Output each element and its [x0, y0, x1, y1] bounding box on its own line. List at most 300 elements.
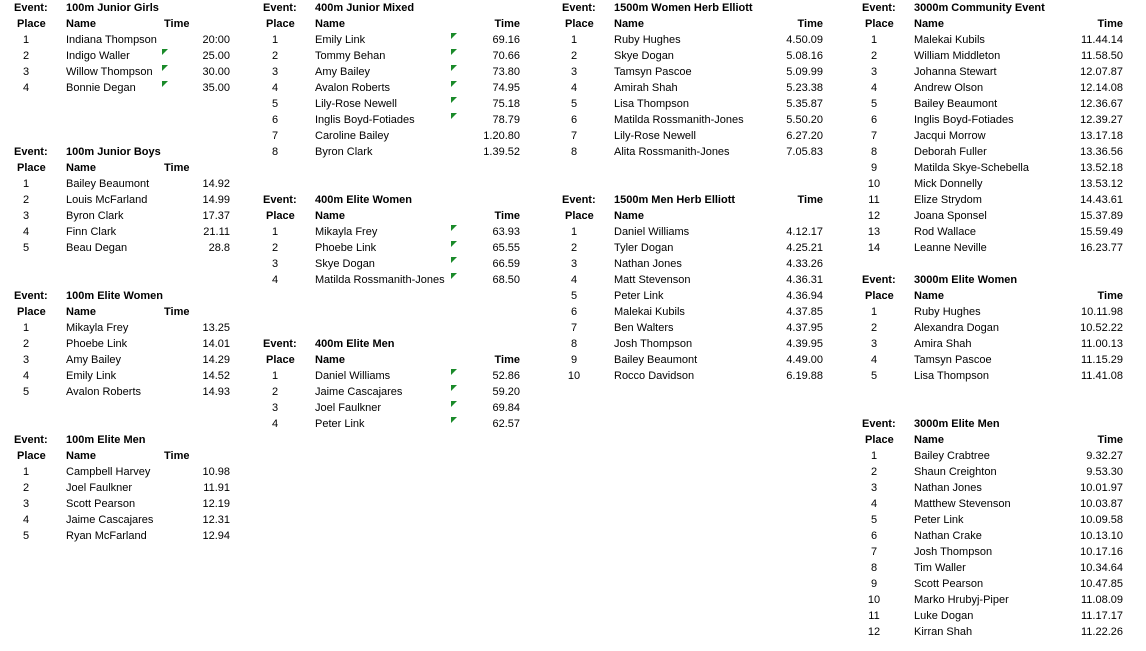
- comment-marker-icon: [451, 225, 457, 231]
- place-cell: 1: [271, 34, 279, 46]
- place-cell: 7: [870, 130, 878, 142]
- result-row: [562, 288, 823, 304]
- name-cell: Tommy Behan: [315, 50, 386, 62]
- time-cell: 12.39.27: [1080, 114, 1123, 126]
- name-header: Name: [315, 18, 345, 30]
- name-cell: Marko Hrubyj-Piper: [914, 594, 1009, 606]
- time-cell: 1.39.52: [483, 146, 520, 158]
- time-header: Time: [164, 306, 190, 318]
- time-cell: 12.31: [202, 514, 230, 526]
- name-cell: Indiana Thompson: [66, 34, 157, 46]
- place-cell: 4: [271, 82, 279, 94]
- result-row: [862, 336, 1123, 352]
- result-row: [263, 384, 520, 400]
- time-cell: 10.34.64: [1080, 562, 1123, 574]
- column-header-row: [14, 160, 230, 176]
- event-title-row: [14, 144, 230, 160]
- name-cell: Joel Faulkner: [66, 482, 133, 494]
- result-row: [862, 176, 1123, 192]
- event-title: 400m Elite Women: [315, 194, 412, 206]
- place-cell: 1: [22, 34, 30, 46]
- place-cell: 3: [570, 258, 578, 270]
- event-title: 400m Elite Men: [315, 338, 395, 350]
- place-cell: 3: [870, 338, 878, 350]
- result-row: [14, 352, 230, 368]
- name-cell: Mick Donnelly: [914, 178, 983, 190]
- place-cell: 1: [271, 370, 279, 382]
- comment-marker-icon: [162, 49, 168, 55]
- result-row: [862, 208, 1123, 224]
- result-row: [263, 416, 520, 432]
- name-cell: Mikayla Frey: [315, 226, 378, 238]
- name-header: Name: [914, 434, 944, 446]
- name-cell: Luke Dogan: [914, 610, 974, 622]
- name-cell: Malekai Kubils: [914, 34, 985, 46]
- time-cell: 59.20: [492, 386, 520, 398]
- event-title: 1500m Men Herb Elliott: [614, 194, 736, 206]
- place-cell: 5: [570, 290, 578, 302]
- result-row: [862, 128, 1123, 144]
- time-cell: 4.49.00: [786, 354, 823, 366]
- name-cell: Nathan Jones: [614, 258, 682, 270]
- time-cell: 10.09.58: [1080, 514, 1123, 526]
- name-cell: Peter Link: [914, 514, 964, 526]
- result-row: [862, 32, 1123, 48]
- name-cell: Tamsyn Pascoe: [914, 354, 992, 366]
- place-cell: 3: [22, 210, 30, 222]
- name-cell: Lily-Rose Newell: [614, 130, 696, 142]
- place-header: Place: [565, 210, 594, 222]
- time-cell: 6.27.20: [786, 130, 823, 142]
- result-row: [562, 368, 823, 384]
- event-label: Event:: [862, 274, 896, 286]
- name-cell: Amirah Shah: [614, 82, 678, 94]
- comment-marker-icon: [451, 33, 457, 39]
- time-cell: 15.59.49: [1080, 226, 1123, 238]
- time-cell: 9.53.30: [1086, 466, 1123, 478]
- result-row: [14, 496, 230, 512]
- time-cell: 13.52.18: [1080, 162, 1123, 174]
- name-cell: Phoebe Link: [66, 338, 128, 350]
- event-label: Event:: [14, 290, 48, 302]
- place-cell: 5: [570, 98, 578, 110]
- time-cell: 17.37: [202, 210, 230, 222]
- time-cell: 62.57: [492, 418, 520, 430]
- event-block: [263, 0, 520, 160]
- result-row: [862, 464, 1123, 480]
- name-cell: Amy Bailey: [66, 354, 122, 366]
- result-row: [14, 80, 230, 96]
- time-cell: 10.52.22: [1080, 322, 1123, 334]
- time-cell: 14.01: [202, 338, 230, 350]
- result-row: [862, 448, 1123, 464]
- event-label: Event:: [263, 2, 297, 14]
- time-header: Time: [494, 354, 520, 366]
- result-row: [14, 32, 230, 48]
- place-cell: 10: [867, 178, 881, 190]
- time-cell: 63.93: [492, 226, 520, 238]
- place-cell: 4: [22, 82, 30, 94]
- time-cell: 16.23.77: [1080, 242, 1123, 254]
- name-cell: Johanna Stewart: [914, 66, 997, 78]
- place-cell: 1: [22, 178, 30, 190]
- column-header-row: [263, 16, 520, 32]
- place-cell: 4: [870, 82, 878, 94]
- time-cell: 14.99: [202, 194, 230, 206]
- result-row: [862, 160, 1123, 176]
- event-title-row: [862, 0, 1123, 16]
- name-cell: Alexandra Dogan: [914, 322, 1000, 334]
- name-cell: Jaime Cascajares: [66, 514, 154, 526]
- place-cell: 4: [22, 226, 30, 238]
- place-cell: 1: [271, 226, 279, 238]
- place-cell: 13: [867, 226, 881, 238]
- name-header: Name: [315, 354, 345, 366]
- place-cell: 9: [870, 162, 878, 174]
- name-cell: Rod Wallace: [914, 226, 976, 238]
- time-header: Time: [494, 18, 520, 30]
- time-cell: 11.00.13: [1080, 338, 1123, 350]
- event-title: 100m Junior Girls: [66, 2, 159, 14]
- event-title: 3000m Elite Men: [914, 418, 1000, 430]
- comment-marker-icon: [451, 273, 457, 279]
- name-cell: Andrew Olson: [914, 82, 984, 94]
- name-header: Name: [914, 18, 944, 30]
- name-cell: Kirran Shah: [914, 626, 973, 638]
- comment-marker-icon: [451, 241, 457, 247]
- result-row: [263, 272, 520, 288]
- name-header: Name: [614, 210, 644, 222]
- column-header-row: [862, 432, 1123, 448]
- event-title-row: [263, 192, 520, 208]
- name-cell: Jacqui Morrow: [914, 130, 986, 142]
- place-cell: 2: [22, 482, 30, 494]
- result-row: [263, 80, 520, 96]
- event-block: [14, 432, 230, 544]
- result-row: [263, 64, 520, 80]
- place-cell: 4: [570, 82, 578, 94]
- result-row: [862, 560, 1123, 576]
- name-cell: Ben Walters: [614, 322, 674, 334]
- time-cell: 13.25: [202, 322, 230, 334]
- result-row: [862, 48, 1123, 64]
- comment-marker-icon: [451, 369, 457, 375]
- event-block: [562, 192, 823, 384]
- column-header-row: [862, 16, 1123, 32]
- name-cell: Leanne Neville: [914, 242, 987, 254]
- time-header: Time: [1097, 434, 1123, 446]
- place-cell: 9: [570, 354, 578, 366]
- result-row: [862, 368, 1123, 384]
- name-cell: Emily Link: [315, 34, 366, 46]
- comment-marker-icon: [451, 113, 457, 119]
- comment-marker-icon: [451, 81, 457, 87]
- time-cell: 4.37.95: [786, 322, 823, 334]
- place-cell: 5: [271, 98, 279, 110]
- name-cell: Tim Waller: [914, 562, 966, 574]
- name-cell: Bailey Beaumont: [614, 354, 698, 366]
- time-header: Time: [164, 450, 190, 462]
- name-cell: Peter Link: [315, 418, 365, 430]
- result-row: [14, 224, 230, 240]
- event-label: Event:: [263, 338, 297, 350]
- result-row: [862, 528, 1123, 544]
- event-title-row: [14, 288, 230, 304]
- place-cell: 2: [22, 338, 30, 350]
- place-cell: 2: [271, 50, 279, 62]
- name-cell: Tyler Dogan: [614, 242, 674, 254]
- result-row: [263, 144, 520, 160]
- place-cell: 2: [22, 50, 30, 62]
- event-block: [14, 144, 230, 256]
- name-header: Name: [614, 18, 644, 30]
- time-cell: 4.12.17: [786, 226, 823, 238]
- result-row: [263, 128, 520, 144]
- result-row: [562, 256, 823, 272]
- name-cell: Ryan McFarland: [66, 530, 147, 542]
- time-cell: 11.91: [203, 482, 230, 494]
- column-header-row: [14, 448, 230, 464]
- time-cell: 11.41.08: [1080, 370, 1123, 382]
- name-header: Name: [66, 18, 96, 30]
- name-cell: Byron Clark: [66, 210, 124, 222]
- name-cell: Indigo Waller: [66, 50, 130, 62]
- place-cell: 4: [22, 514, 30, 526]
- place-cell: 3: [570, 66, 578, 78]
- name-cell: Skye Dogan: [614, 50, 674, 62]
- time-cell: 4.25.21: [786, 242, 823, 254]
- event-label: Event:: [14, 146, 48, 158]
- result-row: [263, 48, 520, 64]
- time-cell: 70.66: [492, 50, 520, 62]
- result-row: [263, 32, 520, 48]
- place-cell: 11: [868, 610, 880, 622]
- time-cell: 5.23.38: [786, 82, 823, 94]
- place-cell: 9: [870, 578, 878, 590]
- place-cell: 5: [870, 514, 878, 526]
- time-cell: 78.79: [492, 114, 520, 126]
- name-cell: William Middleton: [914, 50, 1001, 62]
- name-cell: Jaime Cascajares: [315, 386, 403, 398]
- time-cell: 11.44.14: [1080, 34, 1123, 46]
- event-label: Event:: [562, 2, 596, 14]
- time-cell: 21.11: [203, 226, 230, 238]
- result-row: [263, 240, 520, 256]
- name-cell: Louis McFarland: [66, 194, 148, 206]
- result-row: [862, 624, 1123, 640]
- name-cell: Emily Link: [66, 370, 117, 382]
- event-block: [562, 0, 823, 160]
- comment-marker-icon: [451, 385, 457, 391]
- time-cell: 28.8: [208, 242, 230, 254]
- comment-marker-icon: [451, 257, 457, 263]
- event-label: Event:: [14, 434, 48, 446]
- comment-marker-icon: [451, 65, 457, 71]
- result-row: [862, 512, 1123, 528]
- event-title-row: [562, 0, 823, 16]
- comment-marker-icon: [451, 49, 457, 55]
- time-cell: 4.33.26: [786, 258, 823, 270]
- place-cell: 8: [570, 146, 578, 158]
- event-block: [862, 0, 1123, 256]
- name-cell: Amira Shah: [914, 338, 972, 350]
- name-cell: Matt Stevenson: [614, 274, 691, 286]
- time-cell: 9.32.27: [1086, 450, 1123, 462]
- result-row: [14, 176, 230, 192]
- time-cell: 12.94: [202, 530, 230, 542]
- name-cell: Bailey Crabtree: [914, 450, 990, 462]
- result-row: [14, 512, 230, 528]
- column-header-row: [562, 16, 823, 32]
- place-header: Place: [565, 18, 594, 30]
- time-cell: 11.15.29: [1080, 354, 1123, 366]
- time-cell: 14.29: [202, 354, 230, 366]
- place-cell: 3: [22, 66, 30, 78]
- time-cell: 69.84: [492, 402, 520, 414]
- event-block: [862, 416, 1123, 640]
- name-cell: Joel Faulkner: [315, 402, 382, 414]
- time-cell: 52.86: [492, 370, 520, 382]
- place-cell: 7: [870, 546, 878, 558]
- time-cell: 14.93: [202, 386, 230, 398]
- name-cell: Tamsyn Pascoe: [614, 66, 692, 78]
- place-cell: 6: [271, 114, 279, 126]
- result-row: [562, 240, 823, 256]
- place-cell: 3: [22, 498, 30, 510]
- comment-marker-icon: [162, 65, 168, 71]
- place-header: Place: [17, 18, 46, 30]
- time-cell: 66.59: [492, 258, 520, 270]
- place-cell: 3: [870, 66, 878, 78]
- event-title-row: [862, 416, 1123, 432]
- time-cell: 12.36.67: [1080, 98, 1123, 110]
- event-title: 100m Elite Women: [66, 290, 163, 302]
- place-cell: 2: [22, 194, 30, 206]
- event-label: Event:: [862, 418, 896, 430]
- name-header: Name: [66, 306, 96, 318]
- place-cell: 2: [870, 466, 878, 478]
- column-header-row: [14, 16, 230, 32]
- comment-marker-icon: [451, 97, 457, 103]
- event-title: 3000m Community Event: [914, 2, 1045, 14]
- name-cell: Elize Strydom: [914, 194, 982, 206]
- time-cell: 75.18: [492, 98, 520, 110]
- event-block: [263, 336, 520, 432]
- place-cell: 3: [271, 66, 279, 78]
- place-cell: 6: [870, 530, 878, 542]
- place-cell: 8: [870, 146, 878, 158]
- place-cell: 3: [870, 482, 878, 494]
- result-row: [263, 368, 520, 384]
- name-cell: Matthew Stevenson: [914, 498, 1011, 510]
- name-cell: Phoebe Link: [315, 242, 377, 254]
- place-cell: 2: [570, 50, 578, 62]
- result-row: [14, 64, 230, 80]
- column-header-row: [263, 352, 520, 368]
- result-row: [263, 224, 520, 240]
- name-cell: Daniel Williams: [315, 370, 391, 382]
- place-header: Place: [17, 450, 46, 462]
- result-row: [862, 496, 1123, 512]
- place-header: Place: [17, 162, 46, 174]
- result-row: [862, 320, 1123, 336]
- result-row: [562, 32, 823, 48]
- event-title-row: [14, 432, 230, 448]
- time-cell: 14.92: [202, 178, 230, 190]
- name-cell: Daniel Williams: [614, 226, 690, 238]
- name-cell: Scott Pearson: [914, 578, 984, 590]
- place-cell: 5: [22, 242, 30, 254]
- place-cell: 3: [22, 354, 30, 366]
- result-row: [14, 384, 230, 400]
- place-cell: 8: [570, 338, 578, 350]
- place-header: Place: [17, 306, 46, 318]
- result-row: [562, 80, 823, 96]
- name-cell: Matilda Rossmanith-Jones: [315, 274, 445, 286]
- name-header: Name: [66, 162, 96, 174]
- result-row: [562, 112, 823, 128]
- time-cell: 11.08.09: [1080, 594, 1123, 606]
- place-cell: 1: [570, 34, 578, 46]
- column-header-row: [862, 288, 1123, 304]
- time-cell: 6.19.88: [786, 370, 823, 382]
- event-block: [862, 272, 1123, 384]
- name-cell: Amy Bailey: [315, 66, 371, 78]
- name-cell: Matilda Skye-Schebella: [914, 162, 1029, 174]
- place-header: Place: [266, 354, 295, 366]
- time-cell: 5.09.99: [786, 66, 823, 78]
- result-row: [562, 336, 823, 352]
- name-header: Name: [315, 210, 345, 222]
- place-header: Place: [865, 434, 894, 446]
- time-cell: 4.37.85: [786, 306, 823, 318]
- name-cell: Campbell Harvey: [66, 466, 151, 478]
- place-header: Place: [865, 18, 894, 30]
- result-row: [862, 224, 1123, 240]
- time-cell: 30.00: [202, 66, 230, 78]
- time-cell: 10.17.16: [1080, 546, 1123, 558]
- event-block: [263, 192, 520, 288]
- result-row: [562, 144, 823, 160]
- time-cell: 73.80: [492, 66, 520, 78]
- result-row: [862, 592, 1123, 608]
- event-title-row: [562, 192, 823, 208]
- time-cell: 10.03.87: [1080, 498, 1123, 510]
- result-row: [14, 464, 230, 480]
- place-cell: 7: [271, 130, 279, 142]
- place-header: Place: [266, 210, 295, 222]
- name-cell: Malekai Kubils: [614, 306, 685, 318]
- event-label: Event:: [14, 2, 48, 14]
- event-title: 100m Junior Boys: [66, 146, 161, 158]
- name-cell: Shaun Creighton: [914, 466, 997, 478]
- place-cell: 6: [870, 114, 878, 126]
- result-row: [862, 64, 1123, 80]
- name-header: Name: [66, 450, 96, 462]
- name-cell: Willow Thompson: [66, 66, 153, 78]
- time-cell: 74.95: [492, 82, 520, 94]
- name-cell: Finn Clark: [66, 226, 117, 238]
- time-cell: 11.58.50: [1080, 50, 1123, 62]
- time-cell: 5.50.20: [786, 114, 823, 126]
- result-row: [862, 352, 1123, 368]
- event-title: 3000m Elite Women: [914, 274, 1018, 286]
- place-cell: 4: [271, 418, 279, 430]
- place-cell: 3: [271, 258, 279, 270]
- result-row: [562, 128, 823, 144]
- time-cell: 12.14.08: [1080, 82, 1123, 94]
- time-cell: 1.20.80: [483, 130, 520, 142]
